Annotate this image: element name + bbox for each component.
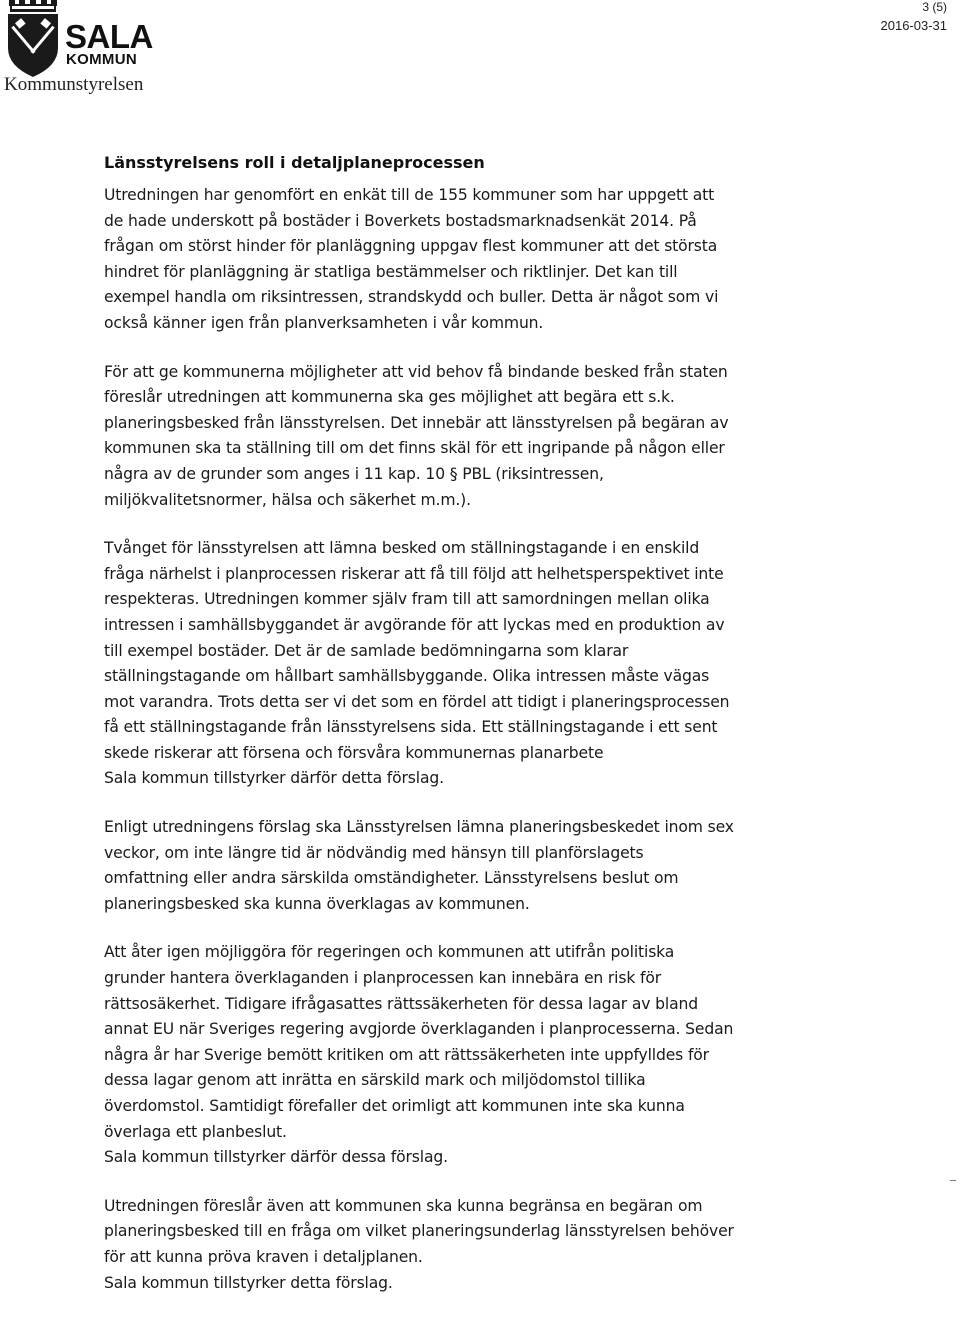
page-number: 3 (5): [922, 0, 947, 14]
text-line: planeringsbesked till en fråga om vilket planeringsunderlag länsstyrelsen behöver: [104, 1222, 734, 1241]
text-line: omfattning eller andra särskilda omständigheter. Länsstyrelsens beslut om: [104, 869, 679, 888]
paragraph-1: [104, 183, 794, 337]
paragraph-6: [104, 1194, 794, 1296]
department-name: Kommunstyrelsen: [4, 74, 144, 95]
text-line: dessa lagar genom att inrätta en särskild mark och miljödomstol tillika: [104, 1071, 646, 1090]
margin-tick: [950, 1180, 956, 1181]
text-line: också känner igen från planverksamheten i vår kommun.: [104, 313, 544, 332]
text-line: rättsosäkerhet. Tidigare ifrågasattes rättssäkerheten för dessa lagar av bland: [104, 994, 698, 1013]
text-line: mot varandra. Trots detta ser vi det som en fördel att tidigt i planeringsprocessen: [104, 692, 730, 711]
text-line: föreslår utredningen att kommunerna ska ges möjlighet att begära ett s.k.: [104, 388, 675, 407]
municipal-shield-logo-icon: [6, 0, 60, 78]
text-line: grunder hantera överklaganden i planprocessen kan innebära en risk för: [104, 969, 662, 988]
paragraph-4: [104, 815, 794, 917]
text-line: Tvånget för länsstyrelsen att lämna besked om ställningstagande i en enskild: [104, 539, 700, 558]
text-line: miljökvalitetsnormer, hälsa och säkerhet m.m.).: [104, 490, 471, 509]
text-line: För att ge kommunerna möjligheter att vid behov få bindande besked från staten: [104, 362, 728, 381]
text-line: Sala kommun tillstyrker detta förslag.: [104, 1273, 393, 1292]
text-line: planeringsbesked från länsstyrelsen. Det innebär att länsstyrelsen på begäran av: [104, 413, 729, 432]
document-date: 2016-03-31: [880, 18, 947, 33]
text-line: fråga närhelst i planprocessen riskerar att få till följd att helhetsperspektivet inte: [104, 564, 724, 583]
text-line: exempel handla om riksintressen, strandskydd och buller. Detta är något som vi: [104, 288, 719, 307]
text-line: skede riskerar att försena och försvåra kommunernas planarbete: [104, 743, 604, 762]
document-body: [104, 150, 794, 1319]
text-line: några av de grunder som anges i 11 kap. 10 § PBL (riksintressen,: [104, 464, 604, 483]
text-line: ställningstagande om hållbart samhällsbyggande. Olika intressen måste vägas: [104, 667, 710, 686]
text-line: överdomstol. Samtidigt förefaller det orimligt att kommunen inte ska kunna: [104, 1097, 685, 1115]
text-line: planeringsbesked ska kunna överklagas av kommunen.: [104, 894, 530, 913]
text-line: annat EU när Sveriges regering avgjorde överklaganden i planprocesserna. Sedan: [104, 1020, 734, 1039]
brand-subtitle: KOMMUN: [66, 51, 137, 68]
text-line: till exempel bostäder. Det är de samlade bedömningarna som klarar: [104, 641, 629, 660]
text-line: frågan om störst hinder för planläggning uppgav flest kommuner att det största: [104, 237, 718, 256]
text-line: veckor, om inte längre tid är nödvändig med hänsyn till planförslagets: [104, 843, 644, 862]
text-line: hindret för planläggning är statliga bestämmelser och riktlinjer. Det kan till: [104, 262, 678, 281]
text-line: Att åter igen möjliggöra för regeringen och kommunen att utifrån politiska: [104, 943, 675, 962]
crown-icon: [9, 0, 57, 12]
text-line: intressen i samhällsbyggandet är avgörande för att lyckas med en produktion av: [104, 615, 725, 634]
text-line: de hade underskott på bostäder i Boverkets bostadsmarknadsenkät 2014. På: [104, 211, 697, 230]
text-line: kommunen ska ta ställning till om det finns skäl för ett ingripande på någon eller: [104, 439, 725, 458]
text-line: Enligt utredningens förslag ska Länsstyrelsen lämna planeringsbeskedet inom sex: [104, 818, 734, 837]
text-line: några år har Sverige bemött kritiken om att rättssäkerheten inte uppfylldes för: [104, 1045, 709, 1064]
text-line: Sala kommun tillstyrker därför detta förslag.: [104, 769, 444, 788]
text-line: respekteras. Utredningen kommer själv fram till att samordningen mellan olika: [104, 590, 710, 609]
text-line: överlaga ett planbeslut.: [104, 1122, 287, 1141]
text-line: för att kunna pröva kraven i detaljplanen.: [104, 1247, 423, 1266]
text-line: få ett ställningstagande från länsstyrelsens sida. Ett ställningstagande i ett sent: [104, 718, 718, 737]
section-heading: Länsstyrelsens roll i detaljplaneprocessen: [104, 153, 485, 172]
text-line: Utredningen föreslår även att kommunen ska kunna begränsa en begäran om: [104, 1196, 703, 1215]
brand-name: SALA: [65, 18, 153, 55]
text-line: Sala kommun tillstyrker därför dessa förslag.: [104, 1148, 448, 1167]
paragraph-5: [104, 940, 794, 1170]
paragraph-2: [104, 360, 794, 514]
text-line: Utredningen har genomfört en enkät till de 155 kommuner som har uppgett att: [104, 186, 715, 204]
paragraph-3: [104, 536, 794, 792]
